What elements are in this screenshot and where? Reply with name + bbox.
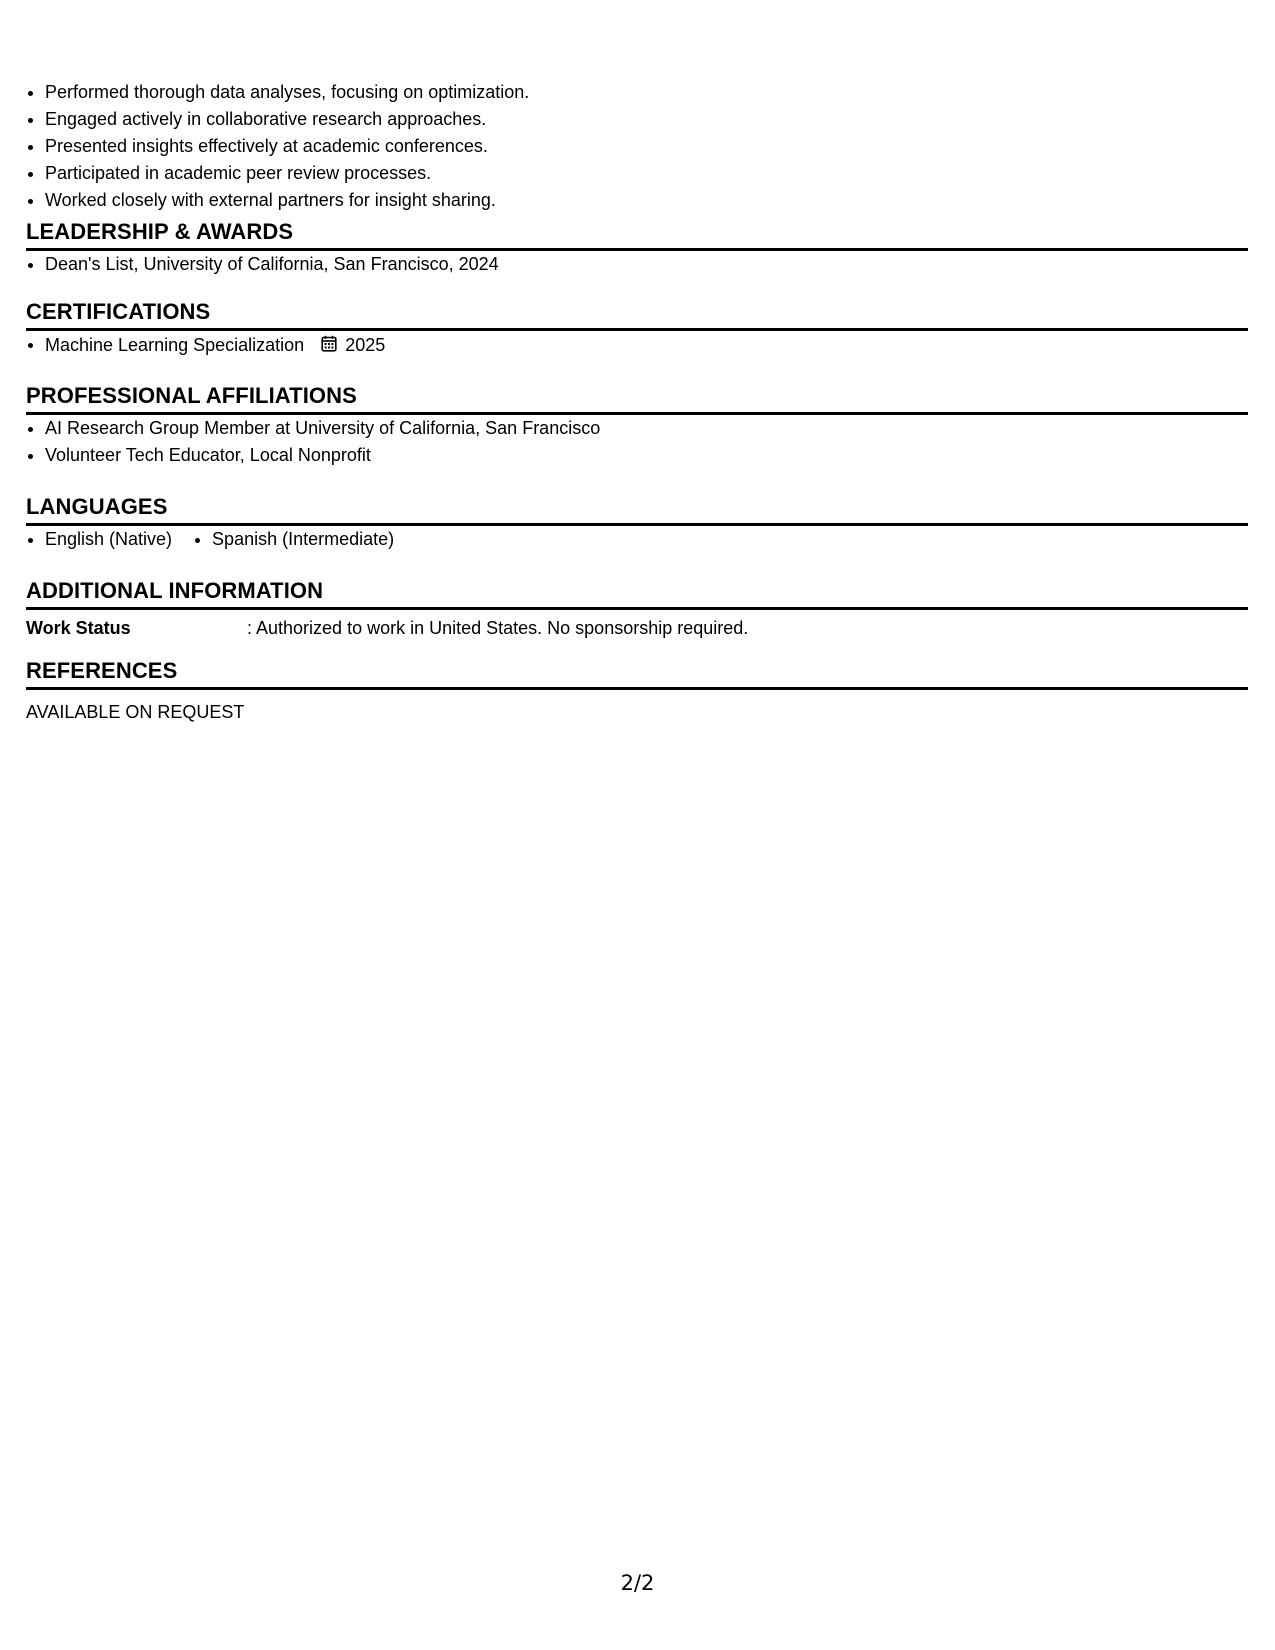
section-heading: ADDITIONAL INFORMATION xyxy=(26,577,1248,610)
leadership-list xyxy=(26,251,1248,278)
list-item: • Engaged actively in collaborative research approaches. xyxy=(45,106,1267,133)
certification-name: Machine Learning Specialization xyxy=(45,334,305,355)
list-item xyxy=(45,331,1248,359)
info-label: Work Status xyxy=(26,618,131,638)
list-item: • Volunteer Tech Educator, Local Nonprofit xyxy=(45,442,1248,469)
section-heading: REFERENCES xyxy=(26,657,1248,690)
certification-year: 2025 xyxy=(345,334,386,355)
section-heading: LEADERSHIP & AWARDS xyxy=(26,218,1248,251)
references-section xyxy=(26,657,1248,726)
work-status-row xyxy=(26,615,1248,642)
info-value: : Authorized to work in United States. No sponsorship required. xyxy=(247,618,749,638)
affiliations-section xyxy=(26,382,1248,469)
section-heading: CERTIFICATIONS xyxy=(26,298,1248,331)
additional-info-section xyxy=(26,577,1248,642)
section-heading: LANGUAGES xyxy=(26,493,1248,526)
list-item: • Participated in academic peer review processes. xyxy=(45,160,1267,187)
affiliations-list xyxy=(26,415,1248,469)
list-item: • Spanish (Intermediate) xyxy=(212,526,394,553)
calendar-icon xyxy=(321,335,337,352)
leadership-section xyxy=(26,218,1248,278)
list-item: • AI Research Group Member at University of California, San Francisco xyxy=(45,415,1248,442)
certifications-list xyxy=(26,331,1248,359)
list-item: • Worked closely with external partners for insight sharing. xyxy=(45,187,1267,214)
list-item: • Dean's List, University of California, San Francisco, 2024 xyxy=(45,251,1248,278)
page-number: 2/2 xyxy=(620,1571,655,1595)
list-item: • Performed thorough data analyses, focusing on optimization. xyxy=(45,79,1267,106)
experience-bullets xyxy=(26,79,1267,214)
references-text: AVAILABLE ON REQUEST xyxy=(26,702,245,722)
languages-section xyxy=(26,493,1248,553)
certifications-section xyxy=(26,298,1248,359)
list-item: • Presented insights effectively at academic conferences. xyxy=(45,133,1267,160)
list-item: • English (Native) xyxy=(45,526,172,553)
languages-list xyxy=(26,526,1248,553)
section-heading: PROFESSIONAL AFFILIATIONS xyxy=(26,382,1248,415)
